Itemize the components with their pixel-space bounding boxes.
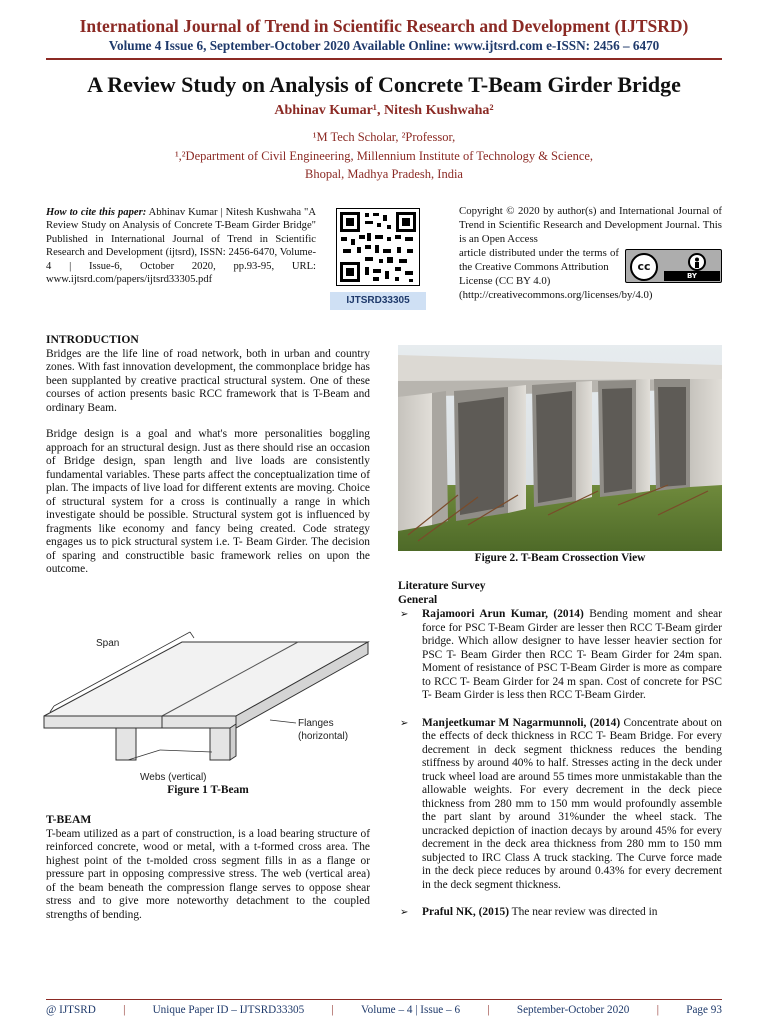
tbeam-paragraph: T-beam utilized as a part of construction, is a load bearing structure of reinforced concrete, wood or metal, with a t-formed cross area. The highest point of the t-molded cross segment fills in as a flange or pressure part in opposing compressive stress. The web (vertical area) of the beam beneath the compression flange serves to oppose shear stress and to give more noteworthy detachment to the coupled strengths of bending. [46, 827, 370, 921]
affiliation-department: ¹,²Department of Civil Engineering, Millennium Institute of Technology & Science, [174, 149, 594, 163]
literature-item [398, 717, 722, 893]
figure-2-tbeam-photo [398, 345, 722, 551]
footer-paper-id: Unique Paper ID – IJTSRD33305 [152, 1004, 305, 1016]
literature-author: Manjeetkumar M Nagarmunnoli, (2014) [422, 716, 621, 729]
cc-by-badge [625, 249, 722, 283]
citation-text: Abhinav Kumar | Nitesh Kushwaha "A Review Study on Analysis of Concrete T-Beam Girder Bridge" Published in International Journal of Trend in Scientific Research and Development (ijtsrd), ISSN: 2456-6470, Volume-4 | Issue-6, October 2020, pp.93-95, URL: www.ijtsrd.com/papers/ijtsrd33305.pdf [46, 207, 316, 286]
figure-2-caption: Figure 2. T-Beam Crossection View [474, 552, 646, 564]
footer-divider [46, 999, 722, 1000]
introduction-paragraph-1: Bridges are the life line of road network, both in urban and country zones. With fast innovation development, the commonplace bridge has been supplanted by creative practical structural system. One of these courses of action presents basic RCC framework that is T-Beam and ordinary Beam. [46, 347, 370, 414]
tbeam-heading: T-BEAM [46, 813, 92, 826]
affiliation-roles: ¹M Tech Scholar, ²Professor, [312, 130, 456, 144]
journal-title: International Journal of Trend in Scientific Research and Development (IJTSRD) [79, 16, 689, 36]
literature-author: Rajamoori Arun Kumar, (2014) [422, 608, 584, 620]
footer-separator: | [487, 1004, 490, 1016]
figure-1-webs-label: Webs (vertical) [140, 772, 207, 783]
footer-page-number: Page 93 [686, 1004, 722, 1016]
literature-text: Concentrate about on the effects of deck thickness in RCC T- Beam Bridge. For every decrement in deck segment thickness reduces the bending stiffness by around 40% to half. Stresses acting in the deck under truck wheel load are around 55 times more unmistakable than the allowable weights. For every decrement in the deck piece thickness from 280 mm to 150 mm would profoundly assemble the part slant by around 31%under the wheel stack. The uncracked depiction of inaction decays by around 45% for every decrement in the deck area thickness from 280 mm to 150 mm subjected to IRC Class A truck stacking. The Curve force made in the deck piece reduces by around 0.43% for every decrement in the deck segment thickness. [422, 716, 722, 891]
figure-1-flanges-label: Flanges [298, 718, 334, 729]
literature-author: Praful NK, (2015) [422, 906, 509, 918]
literature-section [398, 580, 722, 934]
arrow-bullet-icon: ➢ [400, 609, 409, 620]
header-divider [46, 58, 722, 60]
literature-text: The near review was directed in [509, 906, 658, 918]
footer-volume: Volume – 4 | Issue – 6 [361, 1004, 461, 1016]
literature-text: Bending moment and shear force for PSC T-Beam Girder are lesser then RCC T-Beam girder bridge. Which allow designer to have lesser heavier section for PSC T- Beam Girder then RCC T- Beam Girder for 24m span. Moment of resistance of PSC T-Beam Girder is more as compare to RCC T- Beam Girder for 24 m span. Cost of concrete for PSC T- Beam Girder is less then RCC T-Beam Girder. [422, 608, 722, 701]
journal-issue-line: Volume 4 Issue 6, September-October 2020 Available Online: www.ijtsrd.com e-ISSN: 2456 – 6470 [108, 38, 660, 53]
footer-journal: @ IJTSRD [46, 1004, 96, 1016]
qr-paper-id: IJTSRD33305 [330, 292, 426, 310]
footer-separator: | [656, 1004, 659, 1016]
literature-heading: Literature Survey [398, 580, 486, 592]
footer-separator: | [331, 1004, 334, 1016]
arrow-bullet-icon: ➢ [400, 717, 409, 729]
literature-subheading: General [398, 593, 438, 606]
copyright-license: License (CC BY 4.0) [459, 275, 551, 287]
figure-1-span-label: Span [96, 638, 120, 649]
introduction-heading: INTRODUCTION [46, 333, 139, 346]
copyright-license-url: (http://creativecommons.org/licenses/by/4.0) [459, 289, 653, 301]
copyright-text-2: article distributed under the terms of the Creative Commons Attribution [459, 247, 619, 273]
attribution-person-icon [688, 253, 706, 271]
figure-1-caption: Figure 1 T-Beam [167, 784, 249, 796]
footer-separator: | [123, 1004, 126, 1016]
qr-block [330, 206, 426, 310]
copyright-text: Copyright © 2020 by author(s) and International Journal of Trend in Scientific Research and Development Journal. This is an Open Access [459, 205, 722, 245]
authors: Abhinav Kumar¹, Nitesh Kushwaha² [274, 103, 494, 118]
cc-icon: cc [630, 253, 658, 281]
paper-title: A Review Study on Analysis of Concrete T-Beam Girder Bridge [87, 72, 681, 97]
qr-code-icon [336, 208, 420, 286]
figure-1-tbeam-diagram [40, 620, 370, 786]
figure-1-horizontal-label: (horizontal) [298, 731, 349, 742]
introduction-paragraph-2: Bridge design is a goal and what's more personalities boggling approach for an structural design. Just as there should rise an occasion of Bridge design, span length and live loads are consistently fundamental variables. These parts affect the conceptualization time of plan. The impacts of live load for different extents are moving. Choice of structural system for a cross is continually a range in which investigate should be possible. Structural system got is influenced by fragments like economy and fancy being created. Code strategy engages us to pick structural system i.e. T- Beam Girder. The decision of sparing and constructible basic framework relies on upon the outcome. [46, 428, 370, 575]
by-label: BY [664, 271, 720, 281]
citation-block [46, 206, 316, 286]
literature-item [398, 906, 722, 920]
affiliation-location: Bhopal, Madhya Pradesh, India [305, 167, 463, 181]
footer-date: September-October 2020 [516, 1004, 630, 1016]
arrow-bullet-icon: ➢ [400, 907, 409, 918]
tbeam-section [46, 813, 370, 922]
page-footer [46, 1004, 722, 1016]
citation-label: How to cite this paper: [46, 207, 147, 218]
introduction-section [46, 333, 370, 590]
literature-item [398, 608, 722, 703]
